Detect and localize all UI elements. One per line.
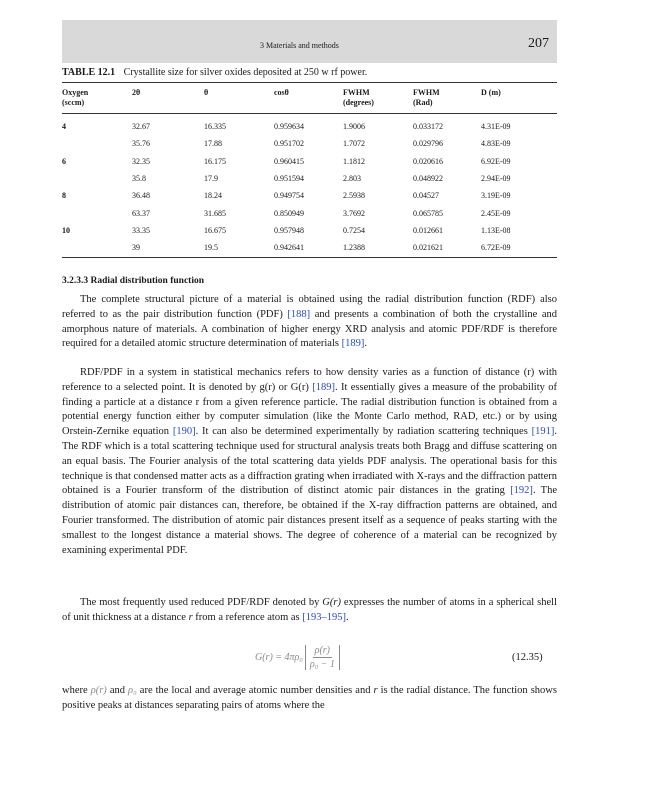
table-cell: 39 (132, 243, 140, 253)
table-cell: 2.803 (343, 173, 361, 183)
table-cell: 32.67 (132, 122, 150, 131)
table-cell: 1.7072 (343, 139, 365, 149)
table-cell: 0.048922 (413, 173, 443, 183)
equation-bracket (305, 645, 340, 670)
citation-link[interactable]: [189] (312, 381, 335, 393)
table-cell: 2.5938 (343, 191, 365, 201)
paragraph-4: where ρ(r) and ρ₀ are the local and average atomic number densities and r is the radial distance. The function shows positive peaks at distances separating pairs of atoms where the (62, 685, 557, 711)
citation-link[interactable]: [190] (172, 426, 196, 438)
table-cell: 17.9 (204, 173, 218, 183)
table-cell: 0.033172 (413, 122, 443, 131)
col-header-fwhm-rad: FWHM (Rad) (413, 88, 440, 107)
table-cell: 1.2388 (343, 243, 365, 253)
citation-link[interactable]: [191] (531, 426, 555, 438)
table-cell: 0.960415 (274, 156, 304, 166)
table-cell: 0.959634 (274, 122, 304, 131)
table-cell: 2.45E-09 (481, 208, 511, 218)
equation-numerator: ρ(r) (314, 644, 330, 656)
table-cell: 36.48 (132, 191, 150, 201)
table-top-rule (62, 82, 557, 83)
table-cell: 32.35 (132, 156, 150, 166)
table-cell: 6.92E-09 (481, 156, 511, 166)
table-cell: 1.13E-08 (481, 225, 511, 235)
table-cell: 19.5 (204, 243, 218, 253)
table-cell: 0.951702 (274, 139, 304, 149)
table-header-rule (62, 113, 557, 114)
table-cell: 16.175 (204, 156, 226, 166)
table-cell: 4 (62, 122, 66, 131)
table-cell: 63.37 (132, 208, 150, 218)
table-cell: 0.020616 (413, 156, 443, 166)
table-bottom-rule (62, 257, 557, 258)
equation-number: (12.35) (512, 652, 543, 663)
table-cell: 0.029796 (413, 139, 443, 149)
table-cell: 0.7254 (343, 225, 365, 235)
table-cell: 17.88 (204, 139, 222, 149)
paragraph-2: RDF/PDF in a system in statistical mechanics refers to how density varies as a function of distance (r) with reference to a selected point. It is denoted by g(r) or G(r) [189]. It essentially gives a measure of the probability of finding a particle at a distance r from a given reference particle. The radial distribution function is obtained from a potential energy function either by computer simulation (like the Monte Carlo method, RAD, etc.) or by using Orstein-Zernike equation [190]. It can also be determined experimentally by radiation scattering techniques [191]. The RDF which is a total scattering technique used for structural analysis treats both Bragg and diffuse scattering on an equal basis. The Fourier analysis of the total scattering data yields PDF analysis. The operational basis for this technique is that condensed matter acts as a diffraction grating when irradiated with X-rays and the diffraction pattern obtained is a Fourier transform of the distribution of distinct atomic pair distances in the grating [192]. The distribution of atomic pair distances can, therefore, be obtained if the X-ray diffraction patterns are obtained, and Fourier transformed. The distribution of atomic pair distances present itself as a sequence of peaks starting with the smallest to the longest distance a material shows. The degree of coherence of a material can be recognized by examining experimental PDF. (62, 367, 558, 556)
table-cell: 0.949754 (274, 191, 304, 201)
table-cell: 16.675 (204, 225, 226, 235)
table-cell: 6.72E-09 (481, 243, 511, 253)
table-cell: 35.8 (132, 173, 146, 183)
equation-fraction (310, 645, 335, 670)
col-header-2theta: 2θ (132, 88, 141, 97)
table-cell: 0.957948 (274, 225, 304, 235)
paragraph-1: The complete structural picture of a material is obtained using the radial distribution function (RDF) also referred to as the pair distribution function (PDF) [188] and presents a combination of both the crystalline and amorphous nature of materials. A combination of higher energy XRD analysis and atomic PDF/RDF is therefore required for a detailed atomic structure determination of materials [189]. (62, 294, 557, 350)
col-header-oxygen: Oxygen (sccm) (62, 88, 89, 107)
table-cell: 4.31E-09 (481, 122, 511, 131)
citation-link[interactable]: [189] (341, 338, 365, 350)
table-cell: 8 (62, 191, 66, 201)
page-number: 207 (528, 36, 549, 51)
table-cell: 35.76 (132, 139, 150, 149)
table-cell: 18.24 (204, 191, 222, 201)
col-header-cos-theta: cosθ (274, 88, 289, 97)
col-header-d: D (m) (481, 88, 501, 97)
table-label: TABLE 12.1 (62, 67, 116, 78)
table-caption (62, 67, 367, 78)
equation-lhs: G(r) = 4πρ₀ (255, 651, 303, 663)
equation-denominator: ρ₀ − 1 (309, 658, 335, 670)
paragraph-3: The most frequently used reduced PDF/RDF denoted by G(r) expresses the number of atoms in a spherical shell of unit thickness at a distance r from a reference atom as [193–195]. (62, 597, 557, 623)
table-cell: 1.1812 (343, 156, 365, 166)
table-cell: 0.951594 (274, 173, 304, 183)
table-cell: 16.335 (204, 122, 226, 131)
table-cell: 6 (62, 156, 66, 166)
table-cell: 1.9006 (343, 122, 365, 131)
equation-12-35 (255, 637, 340, 677)
table-cell: 10 (62, 225, 70, 235)
running-head: 3 Materials and methods (260, 41, 339, 50)
table-cell: 33.35 (132, 225, 150, 235)
col-header-fwhm-degrees: FWHM (degrees) (343, 88, 374, 107)
table-cell: 4.83E-09 (481, 139, 511, 149)
table-cell: 2.94E-09 (481, 173, 511, 183)
col-header-theta: θ (204, 88, 209, 97)
section-heading: 3.2.3.3 Radial distribution function (62, 276, 204, 286)
citation-link[interactable]: [192] (510, 485, 533, 497)
table-cell: 0.021621 (413, 243, 443, 253)
table-cell: 0.04527 (413, 191, 439, 201)
table-cell: 0.012661 (413, 225, 443, 235)
table-cell: 0.065785 (413, 208, 443, 218)
table-cell: 3.7692 (343, 208, 365, 218)
table-cell: 31.685 (204, 208, 226, 218)
table-caption-text: Crystallite size for silver oxides deposited at 250 w rf power. (123, 67, 368, 78)
table-cell: 0.850949 (274, 208, 304, 218)
citation-link[interactable]: [188] (287, 308, 311, 320)
table-cell: 0.942641 (274, 243, 304, 253)
citation-link[interactable]: [193–195] (302, 611, 347, 623)
table-cell: 3.19E-09 (481, 191, 511, 201)
